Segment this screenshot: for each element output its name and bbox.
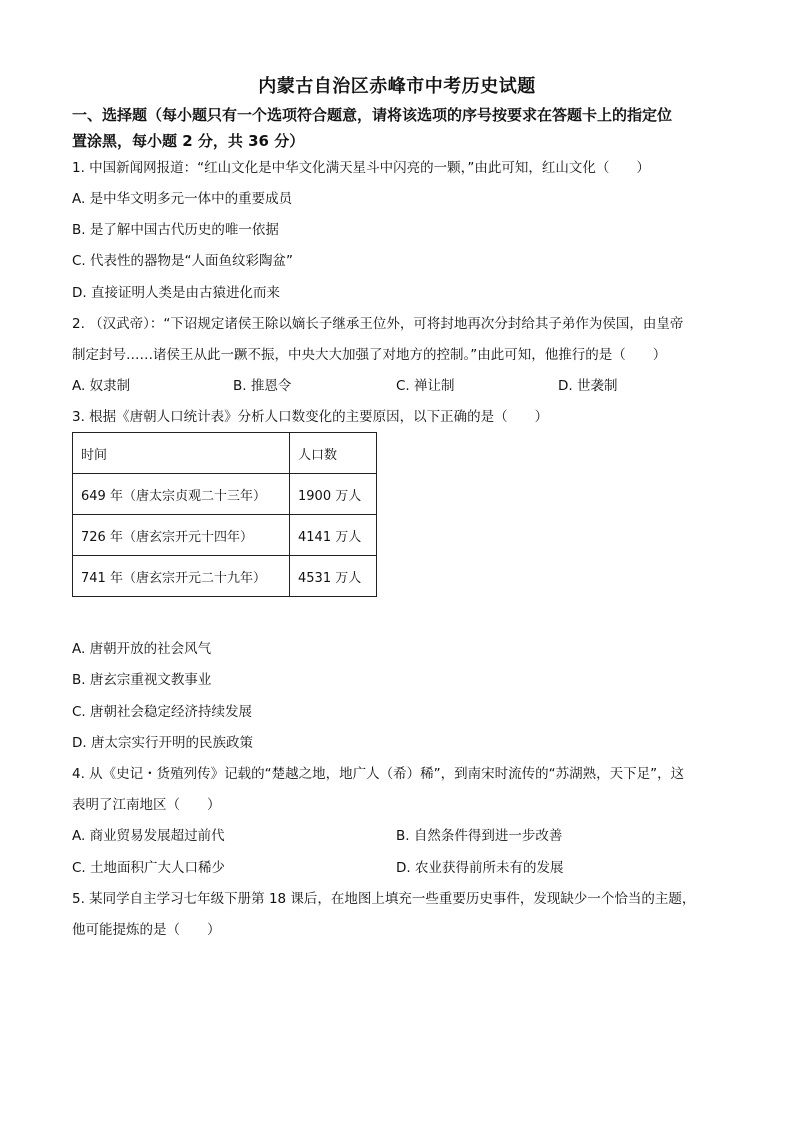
table-row <box>73 515 377 556</box>
q2-option-a: A. 奴隶制 <box>72 378 131 394</box>
q4-option-d: D. 农业获得前所未有的发展 <box>396 860 564 876</box>
q4-option-c: C. 土地面积广大人口稀少 <box>72 860 226 876</box>
q1-option-a: A. 是中华文明多元一体中的重要成员 <box>72 191 293 207</box>
q2-option-d: D. 世袭制 <box>558 378 618 394</box>
table-cell: 4531 万人 <box>290 556 377 597</box>
q4-stem-line-1: 4. 从《史记・货殖列传》记载的“楚越之地，地广人（希）稀”，到南宋时流传的“苏湖熟，天下足”，这 <box>72 766 685 782</box>
table-cell: 726 年（唐玄宗开元十四年） <box>73 515 290 556</box>
q3-option-b: B. 唐玄宗重视文教事业 <box>72 672 212 688</box>
table-header-cell: 时间 <box>73 433 290 474</box>
table-cell: 1900 万人 <box>290 474 377 515</box>
table-row <box>73 556 377 597</box>
q3-stem: 3. 根据《唐朝人口统计表》分析人口数变化的主要原因，以下正确的是（ ） <box>72 409 549 425</box>
q2-stem-line-2: 制定封号……诸侯王从此一蹶不振，中央大大加强了对地方的控制。”由此可知，他推行的是（ ） <box>72 347 667 363</box>
q3-option-d: D. 唐太宗实行开明的民族政策 <box>72 735 253 751</box>
q3-option-c: C. 唐朝社会稳定经济持续发展 <box>72 704 253 720</box>
q1-option-c: C. 代表性的器物是“人面鱼纹彩陶盆” <box>72 253 293 269</box>
table-cell: 741 年（唐玄宗开元二十九年） <box>73 556 290 597</box>
q1-stem: 1. 中国新闻网报道：“红山文化是中华文化满天星斗中闪亮的一颗，”由此可知，红山文化（ ） <box>72 160 650 176</box>
q5-stem-line-2: 他可能提炼的是（ ） <box>72 922 221 938</box>
table-row <box>73 474 377 515</box>
q3-option-a: A. 唐朝开放的社会风气 <box>72 641 212 657</box>
q1-option-b: B. 是了解中国古代历史的唯一依据 <box>72 222 279 238</box>
table-header-cell: 人口数 <box>290 433 377 474</box>
q2-option-b: B. 推恩令 <box>233 378 292 394</box>
page-title: 内蒙古自治区赤峰市中考历史试题 <box>258 76 536 97</box>
section-heading <box>72 102 732 154</box>
section-heading-line-1: 一、选择题（每小题只有一个选项符合题意，请将该选项的序号按要求在答题卡上的指定位 <box>72 106 673 124</box>
q4-stem-line-2: 表明了江南地区（ ） <box>72 797 221 813</box>
table-cell: 649 年（唐太宗贞观二十三年） <box>73 474 290 515</box>
table-header-row <box>73 433 377 474</box>
q2-option-c: C. 禅让制 <box>396 378 455 394</box>
q4-option-a: A. 商业贸易发展超过前代 <box>72 828 225 844</box>
section-heading-line-2: 置涂黑，每小题 2 分，共 36 分） <box>72 132 305 150</box>
q4-option-b: B. 自然条件得到进一步改善 <box>396 828 563 844</box>
q5-stem-line-1: 5. 某同学自主学习七年级下册第 18 课后，在地图上填充一些重要历史事件，发现缺少一个恰当的主题， <box>72 891 696 907</box>
q1-option-d: D. 直接证明人类是由古猿进化而来 <box>72 285 280 301</box>
q2-stem-line-1: 2. （汉武帝）：“下诏规定诸侯王除以嫡长子继承王位外，可将封地再次分封给其子弟作为侯国，由皇帝 <box>72 316 684 332</box>
table-cell: 4141 万人 <box>290 515 377 556</box>
population-table <box>72 432 377 597</box>
